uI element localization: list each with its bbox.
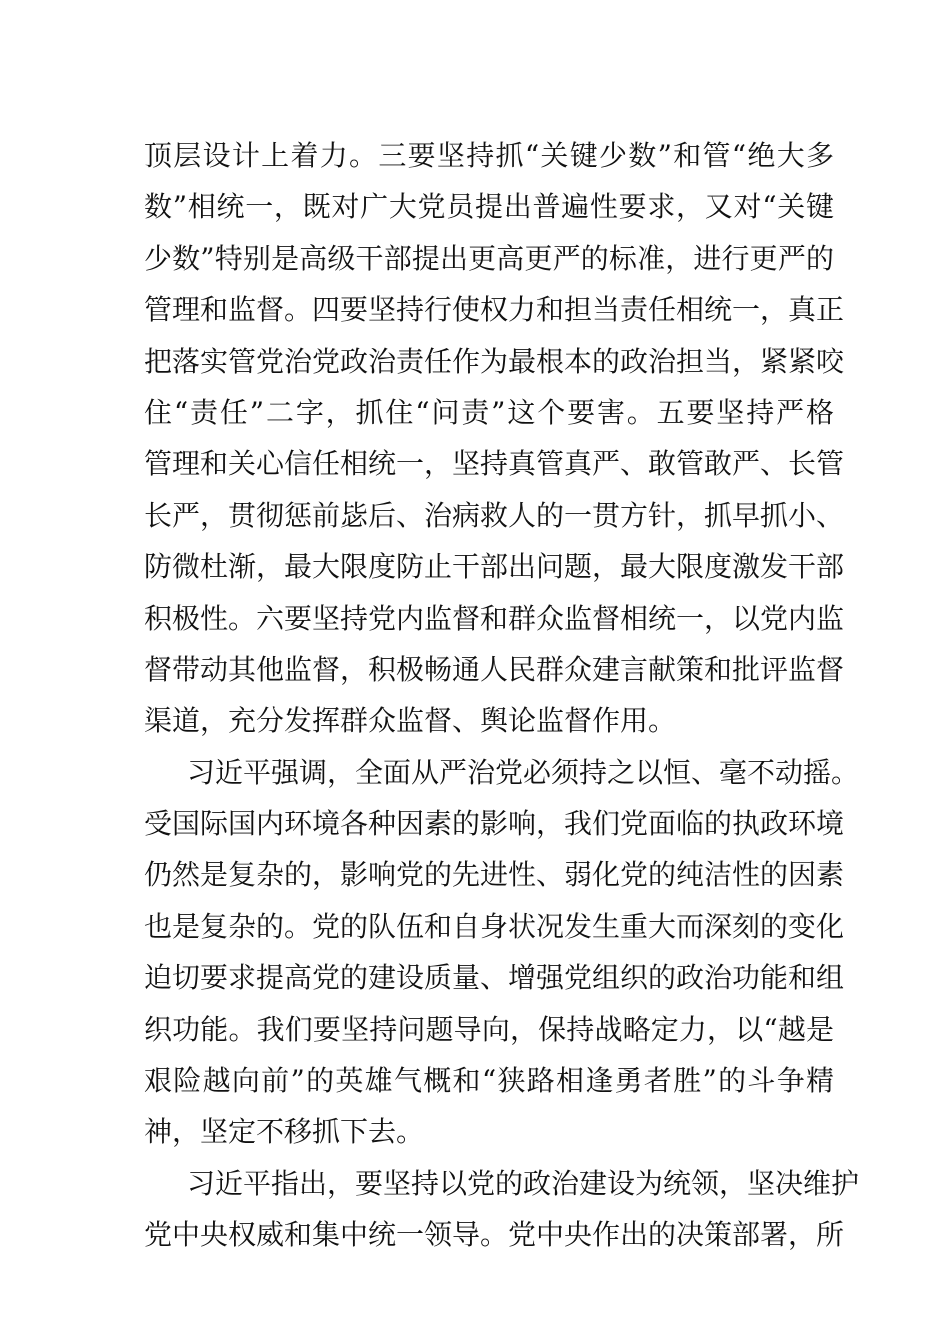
body-text: [144, 130, 860, 1261]
text-line: 积极性。六要坚持党内监督和群众监督相统一，以党内监: [144, 601, 845, 635]
text-line: 防微杜渐，最大限度防止干部出问题，最大限度激发干部: [144, 550, 845, 584]
text-line: 艰险越向前”的英雄气概和“狭路相逢勇者胜”的斗争精: [144, 1064, 834, 1098]
text-line: 也是复杂的。党的队伍和自身状况发生重大而深刻的变化: [144, 909, 845, 943]
text-line: 仍然是复杂的，影响党的先进性、弱化党的纯洁性的因素: [144, 858, 845, 892]
text-line: 督带动其他监督，积极畅通人民群众建言献策和批评监督: [144, 652, 845, 686]
text-line: 数”相统一，既对广大党员提出普遍性要求，又对“关键: [144, 190, 834, 224]
text-line: 住“责任”二字，抓住“问责”这个要害。五要坚持严格: [144, 395, 834, 429]
text-line: 迫切要求提高党的建设质量、增强党组织的政治功能和组: [144, 961, 845, 995]
text-line: 渠道，充分发挥群众监督、舆论监督作用。: [144, 704, 677, 738]
text-line: 少数”特别是高级干部提出更高更严的标准，进行更严的: [144, 241, 834, 275]
text-line: 把落实管党治党政治责任作为最根本的政治担当，紧紧咬: [144, 344, 845, 378]
text-line: 管理和关心信任相统一，坚持真管真严、敢管敢严、长管: [144, 447, 845, 481]
text-line: 党中央权威和集中统一领导。党中央作出的决策部署，所: [144, 1218, 845, 1252]
text-line: 顶层设计上着力。三要坚持抓“关键少数”和管“绝大多: [144, 139, 834, 172]
text-line: 管理和监督。四要坚持行使权力和担当责任相统一，真正: [144, 293, 845, 327]
text-line: 受国际国内环境各种因素的影响，我们党面临的执政环境: [144, 807, 845, 841]
text-line: 长严，贯彻惩前毖后、治病救人的一贯方针，抓早抓小、: [144, 498, 845, 532]
text-line: 织功能。我们要坚持问题导向，保持战略定力，以“越是: [144, 1012, 834, 1046]
paragraph-first-line: 习近平强调，全面从严治党必须持之以恒、毫不动摇。: [187, 755, 860, 789]
text-line: 神，坚定不移抓下去。: [144, 1115, 425, 1149]
paragraph-first-line: 习近平指出，要坚持以党的政治建设为统领，坚决维护: [187, 1166, 860, 1200]
